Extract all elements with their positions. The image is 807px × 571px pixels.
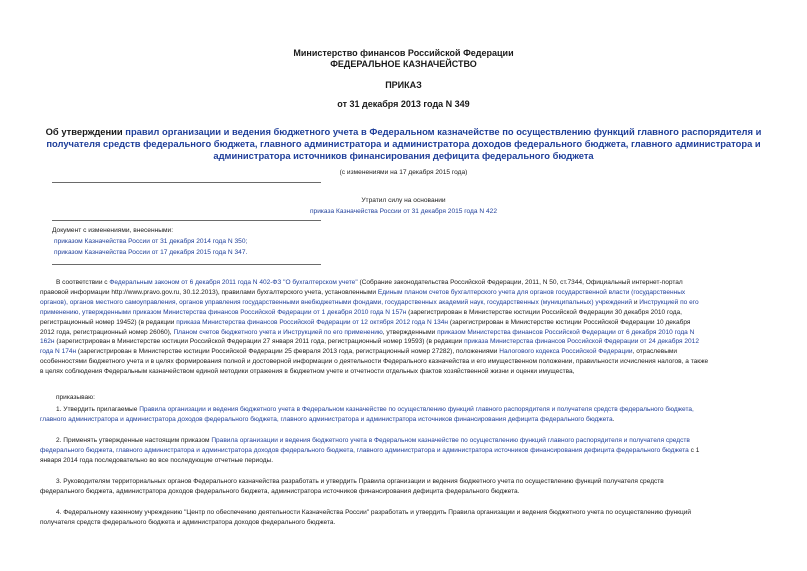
item-1	[40, 405, 767, 425]
ministry-name: Министерство финансов Российской Федерации	[293, 48, 514, 58]
document-title	[40, 126, 767, 162]
instruction-link[interactable]: Инструкцией по его	[639, 298, 699, 306]
item-3	[40, 477, 767, 497]
preamble-text: (зарегистрирован в Министерстве юстиции Российской Федерации 25 февраля 2013 года, регистрационный номер 27282), положениями	[76, 348, 500, 356]
divider-changes-top	[52, 220, 321, 221]
item-text: 3. Руководителям территориальных органов Федерального казначейства разработать и утвердить Правила организации и ведения бюджетного учета по осуществлению функций получателя средств	[56, 478, 664, 485]
preamble-line: особенностями бюджетного учета и в целях формирования полной и достоверной информации о деятельности Федерального казначейства и его имущественном положении, правильности исчисления налогов, а также	[40, 358, 709, 366]
unified-plan-link[interactable]: Единым планом счетов бухгалтерского учета для органов государственной власти (государственных	[377, 288, 686, 296]
preamble-text: (зарегистрирован в Министерстве юстиции Российской Федерации 10 декабря	[448, 318, 691, 326]
preamble-text: регистрационный номер 19452) (в редакции	[40, 318, 177, 326]
item-text: получателя средств федерального бюджета и администратора доходов федерального бюджета.	[40, 518, 336, 526]
document-date: от 31 декабря 2013 года N 349	[337, 99, 470, 109]
title-line-2[interactable]: получателя средств федерального бюджета, главного администратора и администратора доходов федерального бюджета, главного администратора и	[46, 138, 761, 149]
rules-link-item-2-cont[interactable]: федерального бюджета, главного администратора и администратора доходов федерального бюджета, главного администратора и администратора источников финансирования дефицита федерального бюджета	[40, 446, 689, 454]
item-text: 1. Утвердить прилагаемые	[56, 406, 140, 413]
title-rules-link[interactable]: правил организации и ведения бюджетного учета в Федеральном казначействе по осуществлению функций главного распорядителя и	[125, 126, 762, 137]
unified-plan-link-cont[interactable]: органов), органов местного самоуправления, органов управления государственными внебюджетными фондами, государственных академий наук, государственных (муниципальных) учреждений	[40, 298, 632, 306]
item-2	[40, 436, 767, 466]
preamble-text: правовой информации http://www.pravo.gov.ru, 30.12.2013), правилами бухгалтерского учета, установленными	[40, 288, 378, 296]
item-text: 4. Федеральному казенному учреждению "Центр по обеспечению деятельности Казначейства России" разработать и утвердить Правила организации и ведения бюджетного учета по осуществлению функций	[56, 509, 692, 516]
law-402-link[interactable]: Федеральным законом от 6 декабря 2011 года N 402-ФЗ "О бухгалтерском учете"	[109, 279, 358, 286]
order-162n-link-cont[interactable]: 162н	[40, 338, 55, 346]
rules-link-item-1[interactable]: Правила организации и ведения бюджетного учета в Федеральном казначействе по осуществлению функций главного распорядителя и получателя средств федерального бюджета,	[139, 406, 694, 413]
preamble-text: , утвержденными	[382, 328, 438, 336]
budget-plan-link[interactable]: Планом счетов бюджетного учета и Инструкцией по его применению	[173, 328, 383, 336]
title-line-3[interactable]: администратора источников финансирования дефицита федерального бюджета	[213, 150, 594, 161]
order-162n-link[interactable]: приказом Министерства финансов Российской Федерации от 6 декабря 2010 года N	[437, 328, 695, 336]
preamble-text: В соответствии с	[56, 279, 110, 286]
rules-link-item-1-cont[interactable]: главного администратора и администратора доходов федерального бюджета, главного администратора и администратора источников финансирования дефицита федерального бюджета	[40, 415, 613, 423]
item-text: января 2014 года последовательно во все последующие отчетные периоды.	[40, 456, 274, 464]
order-134n-link[interactable]: приказа Министерства финансов Российской Федерации от 12 октября 2012 года N 134н	[176, 318, 449, 326]
item-text: .	[612, 415, 615, 423]
amendment-note: (с изменениями на 17 декабря 2015 года)	[339, 169, 468, 176]
divider-changes-bottom	[52, 264, 321, 265]
preamble-paragraph	[40, 278, 767, 377]
preamble-text: (зарегистрирован в Министерстве юстиции Российской Федерации 30 декабря 2010 года,	[406, 308, 682, 316]
preamble-text: (зарегистрирован в Министерстве юстиции Российской Федерации 27 января 2011 года, регистрационный номер 19593) (в редакции	[54, 338, 465, 346]
change-link-2015[interactable]: приказом Казначейства России от 17 декабря 2015 года N 347.	[54, 249, 248, 256]
document-type: ПРИКАЗ	[385, 80, 422, 90]
item-text: 2. Применять утвержденные настоящим приказом	[56, 437, 212, 444]
rules-link-item-2[interactable]: Правила организации и ведения бюджетного учета в Федеральном казначействе по осуществлению функций главного распорядителя и получателя средств	[211, 437, 690, 444]
agency-name: ФЕДЕРАЛЬНОЕ КАЗНАЧЕЙСТВО	[330, 59, 477, 69]
order-174n-link[interactable]: приказа Министерства финансов Российской Федерации от 24 декабря 2012	[464, 338, 699, 346]
item-text: с 1	[688, 446, 700, 454]
item-4	[40, 508, 767, 528]
changes-label: Документ с изменениями, внесенными:	[52, 227, 174, 234]
order-word-text: приказываю:	[56, 394, 95, 401]
repeal-link[interactable]: приказа Казначейства России от 31 декабря 2015 года N 422	[309, 208, 498, 215]
title-prefix: Об утверждении	[45, 126, 126, 137]
order-174n-link-cont[interactable]: года N 174н	[40, 348, 77, 356]
order-word	[40, 393, 767, 403]
preamble-text: 2012 года, регистрационный номер 26060),	[40, 328, 174, 336]
item-text: федерального бюджета, администратора доходов федерального бюджета, администратора источников финансирования дефицита федерального бюджета.	[40, 487, 520, 495]
preamble-line: в целях соблюдения Федеральным казначейством единой методики отражения в бюджетном учете и отчетности отдельных фактов хозяйственной жизни и оценки имущества,	[40, 368, 575, 376]
preamble-text: и	[632, 298, 640, 306]
tax-code-link[interactable]: Налогового кодекса Российской Федерации	[499, 348, 633, 356]
change-link-2014[interactable]: приказом Казначейства России от 31 декабря 2014 года N 350;	[54, 238, 248, 245]
preamble-text: (Собрание законодательства Российской Федерации, 2011, N 50, ст.7344, Официальный интернет-портал	[357, 279, 683, 286]
order-157n-link[interactable]: применению, утвержденными приказом Министерства финансов Российской Федерации от 1 декабря 2010 года N 157н	[40, 308, 407, 316]
divider-top	[52, 182, 321, 183]
repeal-text: Утратил силу на основании	[361, 197, 446, 204]
preamble-text: , отраслевыми	[632, 348, 678, 356]
